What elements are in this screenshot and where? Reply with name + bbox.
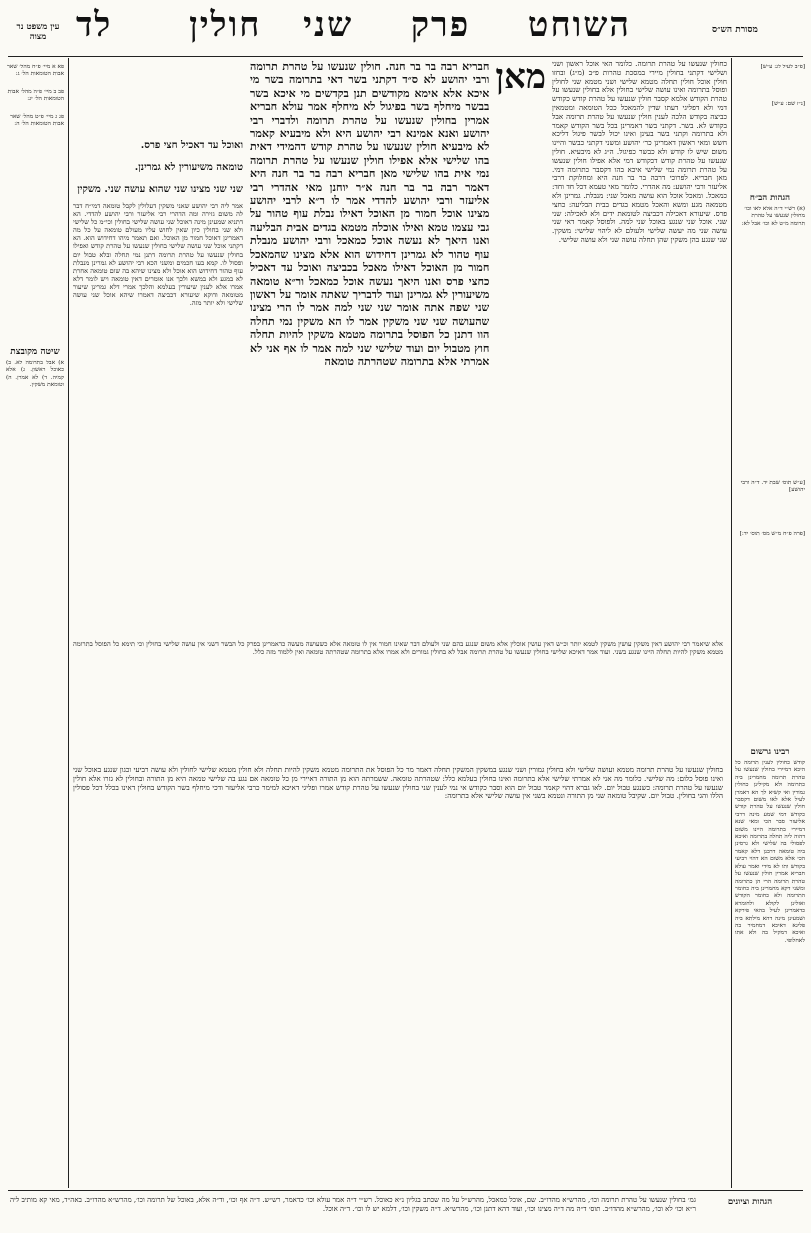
masoret-item: [פרה פ״ח מ״ש מס׳ תוס׳ יד:] [739,530,805,537]
tosafot-lower-text: אלא שיאמר רבי יהושע דאין משקין עושין משקין לטמא יותר וכ״ש דאין עושין אוכלין אלא משום שנגע בהם שני ולעולם דבר שאינו חמור אין לו טומאה אלא כשעושה מעשה כדאמרינן בפרק כל הבשר דשני אין עושה שלישי בחולין וכי תימא כל הפוסל בתרומה מטמא משקין להיות תחלה היינו שנגע בשני. ועוד אמר דאיכא שלישי בחולין שנעשו על טהרת תרומה אבל לא בחולין גמורים ולא אמרו אלא בתרומה שטהרתה טומאה ואין ללמוד מזה כלל. [73,640,723,657]
hagahot-title: הגהות הב״ח [749,193,791,203]
rashi-column [552,60,727,680]
rabbeinu-title: רבינו גרשום [750,747,790,757]
chapter-name: השוחט [527,5,631,45]
gemara-block [250,57,546,600]
rashi-lower [73,766,723,1176]
masoret-column-lower [735,480,805,538]
masoret-item: [ע״ש תוס׳ שבת יד. ד״ה ורבי יהושע] [740,480,805,494]
rashi-lower-text: בחולין שנעשו על טהרת תרומה מטמא ועושה שלישי ולא בחולין גמורין ושני שנגע במשקין המשקין תחלה דאמר מר כל הפוסל את התרומה מטמא משקין להיות תחלה ולא חולין מטמא שלישי לחולין ולא עושה רביעי וכגון שנגע באוכל שני ואינו פוסל כלום: מה שלישי. כלומר מה אני לא אמרתי שלישי אלא בתרומה ואינו בחולין בעלמא כלל: שטהרתה טומאה. ששמרתה הוא מן התורה דאיירי מן כל טומאה אם נגע בה שלישי טמאה היא מן התורה ובחולין לא גזרו אלא חולין שנעשו על טהרת תרומה: כשנגע טבול יום. לאו גברא דהוי קאמר טבול יום הוא וסבר כקודש אי נמי לענין שני בחולין שנעשו על טהרת קודש אמרו ופליגי דאיכא למימר כרבי אליעזר ודכי מיחלף בשר הקודש בחולין דאינו בכלל דכל פסולין הללו והגי בחולין. טבול יום. שקיבל טומאה שני מן התורה ונטמא בשני אין עושה שלישי אלא בתרומה: [73,766,723,801]
left-margin-rule [68,58,69,1188]
folio-number: לד [76,5,113,45]
shita-title: שיטה מקובצת [10,347,60,357]
ein-mishpat-item: פא א מיי׳ פ״ח מהל׳ שאר אבות הטומאות הל׳ ג: [7,64,64,78]
ein-mishpat-column [6,64,64,314]
masoret-column [735,64,805,109]
footer-rule [8,1190,803,1191]
tosafot-lower [73,640,723,760]
ein-mishpat-item: פב ב מיי׳ פ״ה מהל׳ אבות הטומאות הל׳ יג: [7,88,64,103]
rabbeinu-gershom-box [735,746,805,1186]
gemara-text: חבריא רבה בר בר חנה. חולין שנעשו על טהרת תרומה ורבי יהושע לא ס״ד דקתני בשר דאי בתרומה בשר מי איכא אלא אימא מקודשים תנן בקדשים מי איכא בשר בבשר מיחלף בשר בפיגול לא מיחלף אמר עולא חבריא אמרין בחולין שנעשו על טהרת תרומה ולדברי רבי יהושע ואנא אמינא רבי יהושע היא ולא מיבעיא קאמר לא מיבעיא חולין שנעשו על טהרת קודש דהמידי דאית בהו שלישי אלא אפילו חולין שנעשו על טהרת תרומה נמי אית בהו שלישי מאן חבריא רבה בר בר חנה היא דאמר רבה בר בר חנה א״ר יוחנן מאי אהדרי רבי אליעזר ורבי יהושע להדדי אמר לו ר״א לרבי יהושע מצינו אוכל חמור מן האוכל דאילו נבלת עוף טהור על גבי עצמו טמא ואילו אוכלה מטמא בגדים אבית הבליעה ואנו היאך לא נעשה אוכל כמאכל ורבי יהושע מנבלת עוף טהור לא גמרינן דחידוש הוא אלא מצינו שהמאכל חמור מן האוכל דאילו מאכל בכביצה ואוכל עד דאכיל כחצי פרס ואנו היאך נעשה אוכל כמאכל ור״א טומאה משיעורין לא גמרינן ועוד לדבריך שאתה אומר על ראשון שני שפה אתה אומר שני שני למה אמר לו הרי מצינו שהעושה שני שני משקין אמר לו הא משקין נמי תחלה הוו דתנן כל הפוסל בתרומה מטמא משקין להיות תחלה חוץ מטבול יום ועוד שלישי שני למה אמר לו אף אני לא אמרתי אלא בתרומה שטהרתה טומאה [250,60,490,368]
gemara-opening-word: מאן [495,57,546,97]
masoret-label: מסורת הש״ס [712,25,758,35]
mishna-line: ואוכל עד דאכיל חצי פרס. [140,140,243,151]
perek-label: פרק [410,5,471,45]
tractate-name: חולין [189,5,262,45]
rabbeinu-text: קודש כחולין לענין תרומה כל היכא דמיירי בחולין שנעשו על טהרת תרומה מחמרינן ביה כתרומה ולא מקילינן כחולין גמורין ואי קשיא לך הא דאמרן לעיל אלא לאו משום דקסבר חולין שנעשו על טהרת קודש כקודש דמי שמע מינה דרבי אליעזר סבר הכי ומאי שנא דמיירי בתרומה היינו משום דהוה ליה תחלה בתרומה ואיכא לפסולי בה שלישי ולא גרסינן ביה טומאה דרבנן דלא קאמר הכי אלא משום הא דהוי רביעי בקודש ותו לא מידי ואמר עולא חבריא אמרין חולין שנעשו על טהרת תרומה הרי הן כתרומה ומשני דקא מחמרינן ביה כחומר התרומה ולא כחומר הקודש ואזלינן לקולא ולחומרא כדאמרינן לעיל בהאי פירקא ושמעינן מינה דהא מילתא ביה פליגא דאיכא דמחמיר בה ואיכא דמקיל בה ולא אתו לאחלופי. [735,760,805,944]
hagahot-habach-box [735,192,805,228]
shita-text: א) אבל בתרומה לא. ב) כאוכל ראשון. ג) אלא קמיה. ד) לא אמרן. ה) וטומאת משקין. [6,360,64,389]
rashi-text: כחולין שנעשו על טהרת תרומה. כלומר האי אוכל ראשון ושני ושלישי דקתני בחולין מיירי במסכת טהרות פ״ב (מ״ג) ובחזו חולין אוכל חולין תחלה מטמא שלישי ושני מטמא שני לחולין ופוסל בתרומה ואינו עושה שלישי בחולין אלא בחולין שנעשו על טהרת הקודש אלמא קסבר חולין שנעשו על טהרת קודש כקודש דמי ולא דפליגי דעתו שדין להמאכל ככל הטומאה ומטמאין כביצה בקודש הלכה לענין חולין שנעשו על טהרת תרומה אבל בקודש לא. בשר. דקתני בשר דאמרינן בכל בשר הקודש קאמר ולא בתרומה וקתני בשר בעינן ואינו יכול לבשר פיגול דליכא חשש ומאי ראשון דאמרינן כר׳ יהושע ומשני דקתני כבשר והיינו משום שיש לו קודש ולא כבשר כפיגול. ה״ג לא מיבעיא. חולין שנעשו על טהרת קודש דכקודש דמי אלא אפילו חולין שנעשו על טהרת תרומה נמי שלישי איכא בהו דקסבר כתרומה דמי. מאן חבריא. לפרוכי דרבה בר בר חנה היא ומחלוקת דרבי אליעזר ורבי יהושע: מה אהדרי. כלומר מאי טעמא דכל חד וחד: כמאכל. ומאכל אוכל הוא עושה מאכל שני: מנבלת. גמרינן ולא מטמאה מגע ומשא והאכל מטמא בגדים בבית הבליעה: כחצי פרס. שיעורא דאכילה דכביצה לטומאת ידים ולא לאכילה: שני שני. אוכל שני שנגע באוכל שני למה. ולפוסל קאמר דאי שני עושה שני מה יעשה שלישי ולעולם לא ליהוי שלישי: משקין. שני שנגע בהן משקין שהן תחלה עושה שני ולא עושה שלישי. [552,60,727,244]
masoret-item: [פ״ב לעיל לג: ע״ש] [760,64,805,70]
page-title [150,5,670,45]
masoret-item: [נ״ז שם: ע״ש] [771,101,805,108]
mishna-line: שני שני מצינו שני שהוא עושה שני. משקין [77,184,243,195]
mishna-line: טומאה משיעורין לא גמרינן. [134,162,243,173]
perek-number: שני [303,5,354,45]
ein-mishpat-item: פג ג מיי׳ פ״ט מהל׳ שאר אבות הטומאות הל׳ ה: [10,113,64,128]
ein-mishpat-label: עין משפט נר מצוה [16,22,60,42]
right-margin-rule [731,58,732,1188]
hagahot-text: (א) רש״י ד״ה אלא לאו וכו׳ מחולין שנעשו על טהרת תרומה מ״ט לא וכו׳ אבל לא: [741,206,805,227]
hagahot-footer-text: גמ׳ בחולין שנעשו על טהרת תרומה וכו׳, מהרש״א מהדו״ב. שם, אוכל כמאכל, מהרש״ל על מה שכתב בגליון נ״א כאוכל. רש״י ד״ה אמר עולא וכו׳ כדאמר, רש״ש. ד״ה אף וכו׳, וד״ה אלא, באוכל של תרומה וכו׳, מהרש״א מהדו״ב. באה״ד, מאי קא מותיב ליה ר״א וכו׳ לא וכו׳, מהרש״א מהדו״ב. תוס׳ ד״ה מה ד״ה מצינו וכו׳, ועוד דהא דתנן וכו׳, מהרש״א. ד״ה משקין וכו׳, דלמא יש לו וכו׳. ד״ה אוכל. [10,1196,696,1213]
tosafot-text: אמר ליה רבי יהושע שאני משקין דעלולין לקבל טומאה דמי״ח דבר לה משום גזירה ומה הדהרי רבי אליעזר ורבי יהושע להדדי. הא דתניא שמעינן מינה דאוכל שני עושה שלישי בחולין וכי״מ כל שלישי ולא שני בחולין כיון שאין לחוש עליו מעולם טומאה על כל מה דאמרינן דאוכל חמור מן האוכל. ואם תאמר מיהו דחידוש הוא. הא דקתני אוכל שני עושה שלישי בחולין שנעשו על טהרת קודש ואפילו בחולין שנעשו על טהרת תרומה דתנן נמי תחלה ובלא טבול יום ופסול לו. קמא בעו חכמים ומשני הכא רבי יהושע לא גמרינן מנבלת עוף טהור דחידוש הוא אוכל ולא מצינו שיהא בה שום טומאה אחרת לא במגע ולא במשא ולכך אנו אומרים דאין טומאה ויש לומר דלא אמרו אלא לענין שיעורין בעלמא והלכך אמרי דלא גמרינן שיעור מטומאה ודוקא שיעורא דכביצה דאמרו שיהא אוכל שני עושה שלישי ולא יותר מזה. [73,202,243,308]
header-rule [8,56,803,57]
shita-mekubetzet-box [6,346,64,506]
hagahot-footer-label: הגהות וציונים [727,1197,773,1207]
